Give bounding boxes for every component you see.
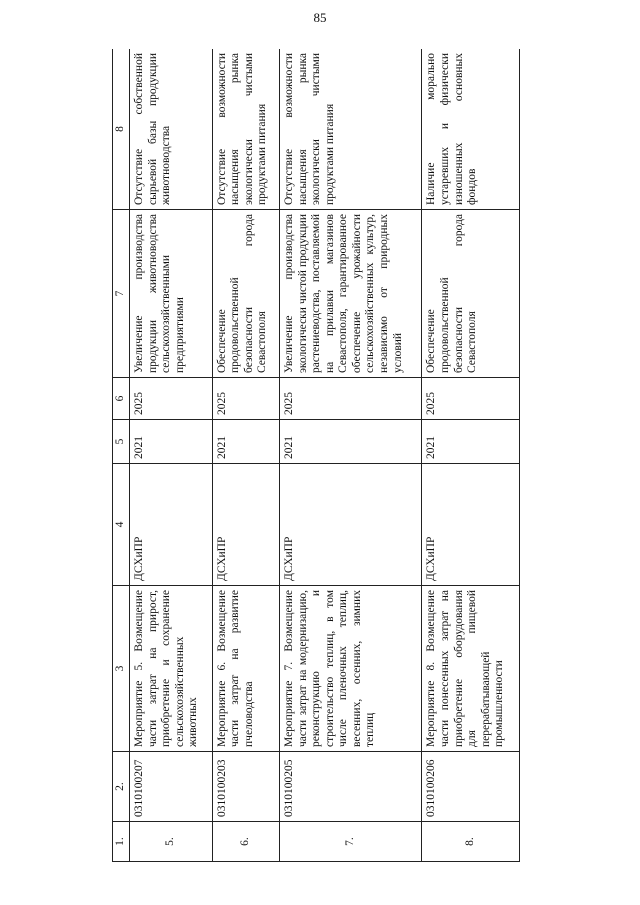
row-number: 6. [212, 822, 280, 862]
row-end-year: 2025 [422, 378, 520, 420]
row-consequence: Отсутствие возможности насыщения рынка экологически чистыми продуктами питания [280, 49, 422, 210]
row-start-year: 2021 [422, 420, 520, 464]
row-executor: ДСХиПР [422, 464, 520, 586]
row-consequence: Наличие морально устаревших и физически изношенных основных фондов [422, 49, 520, 210]
header-col-5: 5 [113, 420, 130, 464]
row-code: 0310100203 [212, 752, 280, 822]
row-event: Мероприятие 7. Возмещение части затрат на модернизацию, реконструкцию и строительство теплиц, в том числе пленочных теплиц, весенних, осенних, зимних теплиц [280, 586, 422, 752]
row-event: Мероприятие 8. Возмещение части понесенных затрат на приобретение оборудования для пищевой перерабатывающей промышленности [422, 586, 520, 752]
row-code: 0310100206 [422, 752, 520, 822]
row-start-year: 2021 [130, 420, 213, 464]
table-header-row [113, 49, 130, 862]
row-start-year: 2021 [212, 420, 280, 464]
row-code: 0310100207 [130, 752, 213, 822]
rotated-table-wrapper [112, 49, 520, 862]
row-start-year: 2021 [280, 420, 422, 464]
row-number: 8. [422, 822, 520, 862]
header-col-2: 2. [113, 752, 130, 822]
table-row [212, 49, 280, 862]
row-end-year: 2025 [130, 378, 213, 420]
header-col-7: 7 [113, 210, 130, 378]
row-result: Увеличение производства продукции животноводства сельскохозяйственными предприятиями [130, 210, 213, 378]
header-col-6: 6 [113, 378, 130, 420]
rotated-table-canvas [112, 49, 520, 862]
table-row [422, 49, 520, 862]
table-row [130, 49, 213, 862]
page-number: 85 [313, 10, 327, 25]
row-number: 5. [130, 822, 213, 862]
row-executor: ДСХиПР [280, 464, 422, 586]
row-consequence: Отсутствие собственной сырьевой базы продукции животноводства [130, 49, 213, 210]
row-end-year: 2025 [280, 378, 422, 420]
events-table [112, 49, 520, 862]
header-col-3: 3 [113, 586, 130, 752]
row-result: Увеличение производства экологически чистой продукции растениеводства, поставляемой на прилавки магазинов Севастополя, гарантированное обеспечение урожайности сельскохозяйственных культур, независимо от природных условий [280, 210, 422, 378]
row-consequence: Отсутствие возможности насыщения рынка экологически чистыми продуктами питания [212, 49, 280, 210]
row-number: 7. [280, 822, 422, 862]
header-col-1: 1. [113, 822, 130, 862]
row-end-year: 2025 [212, 378, 280, 420]
header-col-4: 4 [113, 464, 130, 586]
row-executor: ДСХиПР [212, 464, 280, 586]
row-result: Обеспечение продовольственной безопасности города Севастополя [212, 210, 280, 378]
row-event: Мероприятие 5. Возмещение части затрат на прирост, приобретение и сохранение сельскохозяйственных животных [130, 586, 213, 752]
row-code: 0310100205 [280, 752, 422, 822]
row-executor: ДСХиПР [130, 464, 213, 586]
row-event: Мероприятие 6. Возмещение части затрат на развитие пчеловодства [212, 586, 280, 752]
header-col-8: 8 [113, 49, 130, 210]
row-result: Обеспечение продовольственной безопасности города Севастополя [422, 210, 520, 378]
table-row [280, 49, 422, 862]
